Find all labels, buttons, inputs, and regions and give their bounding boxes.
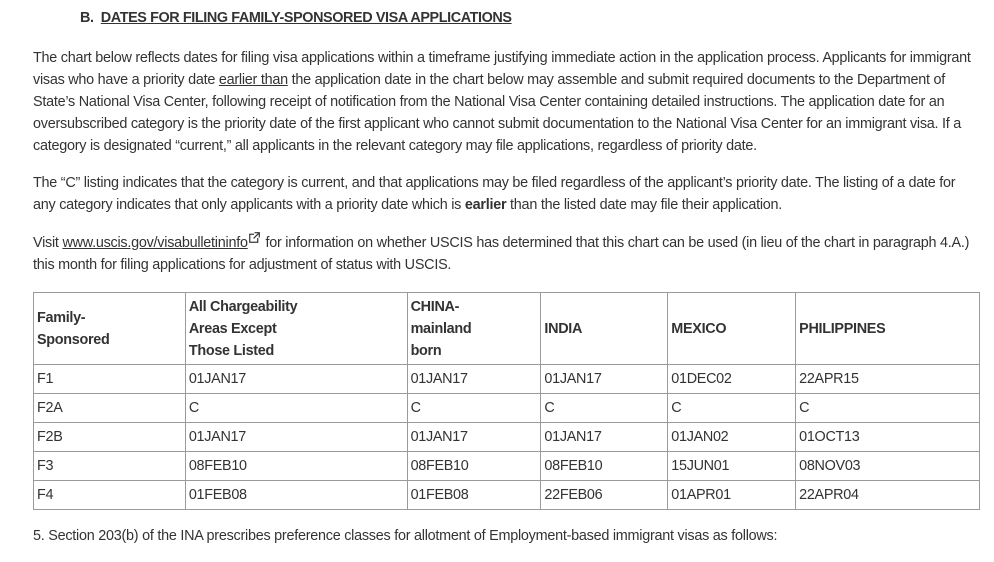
table-row [34,365,980,394]
table-header-row [34,293,980,365]
date-cell: 01DEC02 [668,365,796,394]
paragraph2-part1: The “C” listing indicates that the category is current, and that applications may be filed regardless of the applicant’s priority date. The listing of a date for any category indicates that only applicants with a priority date which is [33,175,956,213]
date-cell: 08NOV03 [796,452,980,481]
column-header-line: PHILIPPINES [799,320,886,337]
table-row [34,481,980,510]
date-cell: 01JAN17 [541,365,668,394]
paragraph2-bold: earlier [464,197,507,213]
date-cell: 08FEB10 [407,452,541,481]
column-header [796,293,980,365]
category-cell: F3 [34,452,186,481]
date-cell: 08FEB10 [185,452,407,481]
date-cell: C [185,394,407,423]
category-cell: F4 [34,481,186,510]
column-header-line: Those Listed [188,342,274,359]
date-cell: C [407,394,541,423]
date-cell: C [668,394,796,423]
paragraph-current-listing [33,172,981,216]
date-cell: 01JAN17 [407,365,541,394]
category-cell: F2B [34,423,186,452]
category-cell: F1 [34,365,186,394]
column-header-line: Family- [37,309,86,326]
paragraph1-part1: The chart below reflects dates for filing visa applications within a timeframe justifying immediate action in the application process. Applicants for immigrant visas who have a priority date [33,50,971,88]
date-cell: 01FEB08 [407,481,541,510]
column-header-line: MEXICO [671,320,727,337]
column-header [668,293,796,365]
paragraph3-prefix: Visit [33,235,63,251]
date-cell: 01JAN02 [668,423,796,452]
paragraph-chart-explanation [33,47,981,157]
column-header-line: born [410,342,442,359]
column-header [34,293,186,365]
date-cell: 01FEB08 [185,481,407,510]
date-cell: 01JAN17 [185,423,407,452]
family-sponsored-dates-table [33,292,980,510]
date-cell: 22APR04 [796,481,980,510]
column-header-line: INDIA [544,320,583,337]
date-cell: 08FEB10 [541,452,668,481]
date-cell: 01JAN17 [185,365,407,394]
table-row [34,394,980,423]
paragraph2-part2: than the listed date may file their application. [506,197,783,213]
column-header-line: mainland [410,320,472,337]
section-heading [80,10,512,26]
column-header [185,293,407,365]
date-cell: 01OCT13 [796,423,980,452]
external-link-icon[interactable] [249,232,260,243]
table-body [34,365,980,510]
date-cell: 01APR01 [668,481,796,510]
paragraph1-part2: the application date in the chart below may assemble and submit required documents to the Department of State’s National Visa Center, following receipt of notification from the National Visa Center containing detailed instructions. The application date for an oversubscribed category is the priority date of the first applicant who cannot submit documentation to the National Visa Center for an immigrant visa. If a category is designated “current,” all applicants in the relevant category may file applications, regardless of priority date. [33,72,962,154]
column-header-line: Sponsored [37,331,110,348]
column-header-line: Areas Except [188,320,277,337]
table-row [34,452,980,481]
table-row [34,423,980,452]
column-header [541,293,668,365]
date-cell: 22APR15 [796,365,980,394]
section-title: DATES FOR FILING FAMILY-SPONSORED VISA APPLICATIONS [100,10,512,26]
date-cell: C [796,394,980,423]
date-cell: 22FEB06 [541,481,668,510]
column-header-line: All Chargeability [188,298,298,315]
column-header-line: CHINA- [410,298,460,315]
section-letter: B. [80,10,94,26]
date-cell: 15JUN01 [668,452,796,481]
paragraph-uscis-visit [33,232,981,276]
uscis-link[interactable]: www.uscis.gov/visabulletininfo [62,235,248,251]
category-cell: F2A [34,394,186,423]
date-cell: 01JAN17 [541,423,668,452]
column-header [407,293,541,365]
date-cell: C [541,394,668,423]
paragraph1-underlined: earlier than [218,72,288,88]
date-cell: 01JAN17 [407,423,541,452]
paragraph3-suffix: for information on whether USCIS has determined that this chart can be used (in lieu of the chart in paragraph 4.A.) this month for filing applications for adjustment of status with USCIS. [33,235,970,273]
footnote-section-5: 5. Section 203(b) of the INA prescribes preference classes for allotment of Employment-based immigrant visas as follows: [33,528,778,544]
